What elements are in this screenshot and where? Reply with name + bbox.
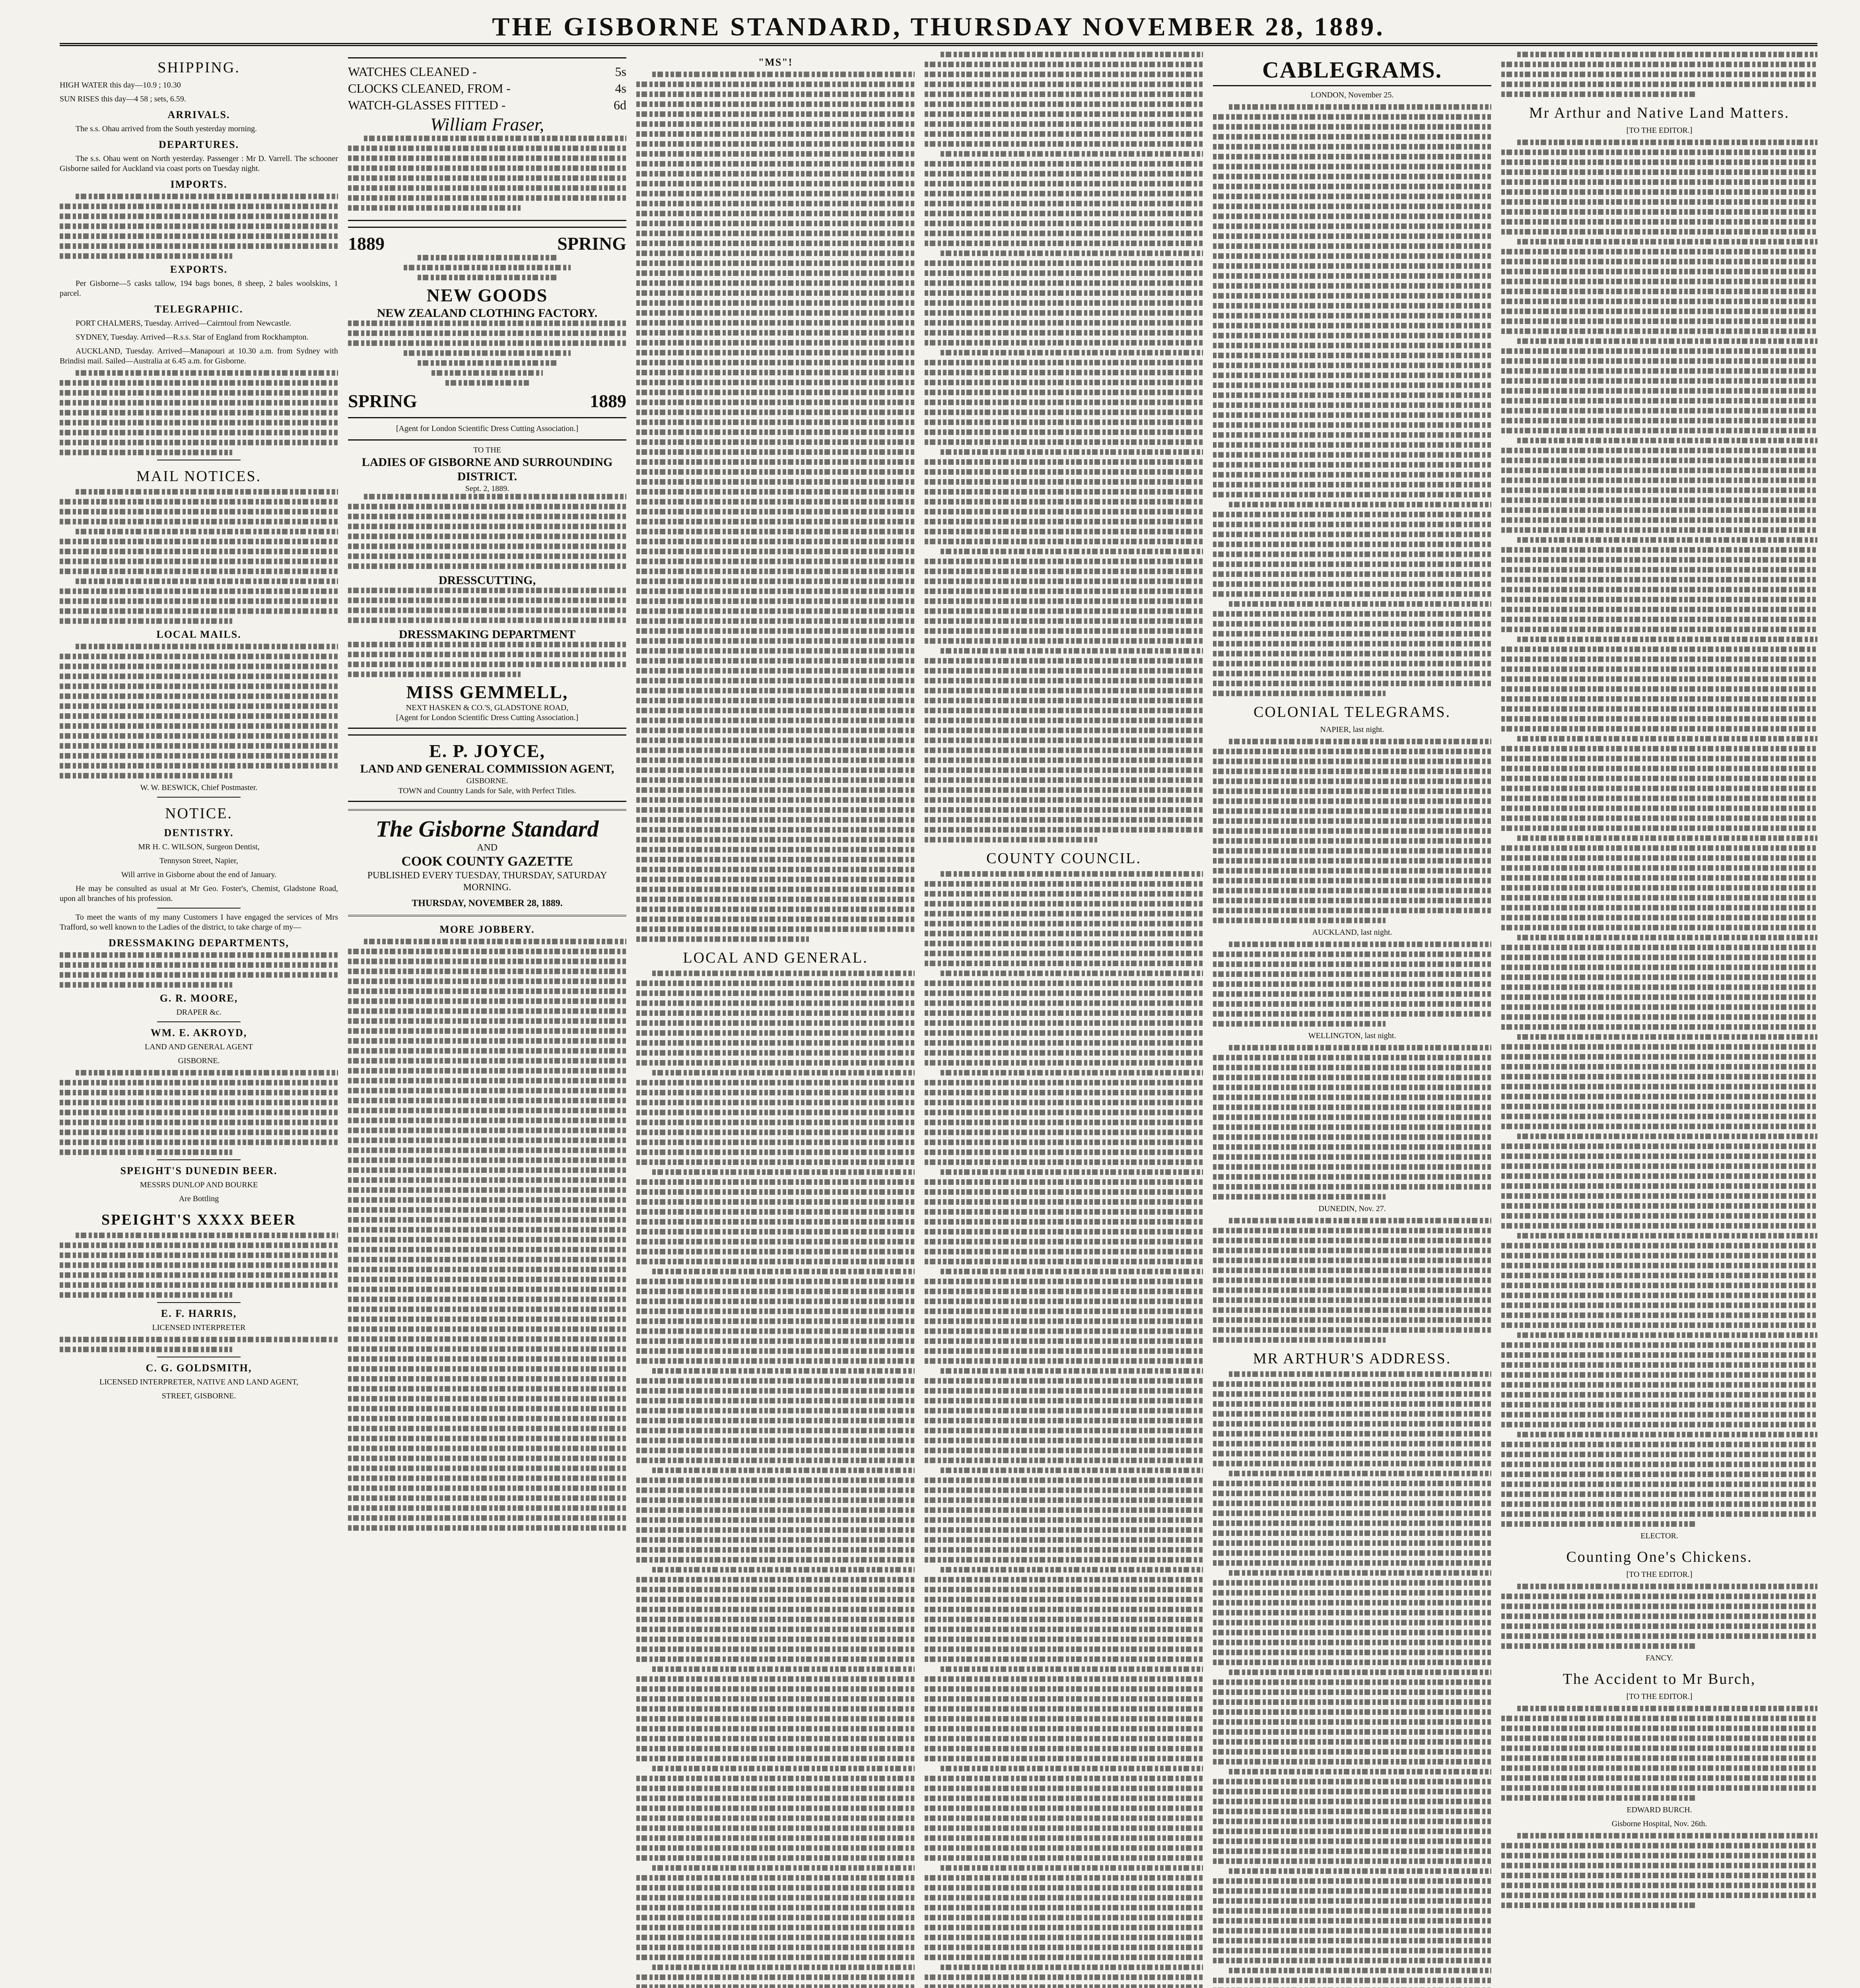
letter-arthur-body xyxy=(1501,140,1817,1527)
akroyd-role: LAND AND GENERAL AGENT xyxy=(144,1043,253,1051)
county-council-title: COUNTY COUNCIL. xyxy=(986,850,1141,867)
joyce-ad xyxy=(348,734,626,802)
moore-name: G. R. MOORE, xyxy=(159,992,238,1004)
colonial-napier-body xyxy=(1213,739,1491,923)
speight-brand: SPEIGHT'S XXXX BEER xyxy=(101,1211,296,1228)
letter-arthur-to-editor: [TO THE EDITOR.] xyxy=(1626,126,1693,135)
editorial-title: MORE JOBBERY. xyxy=(439,924,535,935)
mail-heading: MAIL NOTICES. xyxy=(136,468,262,485)
joyce-name: E. P. JOYCE, xyxy=(429,741,545,761)
column-6-top xyxy=(1501,52,1817,97)
fraser-ad xyxy=(348,57,626,221)
address-body xyxy=(1213,1371,1491,1988)
colonial-wellington: WELLINGTON, last night. xyxy=(1308,1031,1396,1040)
flag-and: AND xyxy=(477,843,498,853)
letter-arthur-title: Mr Arthur and Native Land Matters. xyxy=(1529,105,1790,121)
akroyd-name: WM. E. AKROYD, xyxy=(150,1027,247,1039)
spring-season-left: SPRING xyxy=(348,391,417,411)
moore-text xyxy=(60,952,338,988)
county-council-body xyxy=(925,871,1203,1988)
moore-dept: DRESSMAKING DEPARTMENTS, xyxy=(109,937,289,949)
joyce-role: LAND AND GENERAL COMMISSION AGENT, xyxy=(360,762,614,775)
mail-text xyxy=(60,489,338,624)
gemmell-to: TO THE xyxy=(473,446,501,454)
dentistry-heading: DENTISTRY. xyxy=(164,827,234,839)
columns xyxy=(60,52,1817,1988)
new-goods: NEW GOODS xyxy=(426,285,548,305)
goldsmith-name: C. G. GOLDSMITH, xyxy=(146,1362,252,1374)
gemmell-dept: DRESSMAKING DEPARTMENT xyxy=(398,628,576,641)
dentist-name: MR H. C. WILSON, Surgeon Dentist, xyxy=(138,843,260,851)
akroyd-text xyxy=(60,1070,338,1155)
imports-heading: IMPORTS. xyxy=(170,179,227,190)
clocks-price: 4s xyxy=(615,81,626,95)
colonial-auckland-body xyxy=(1213,942,1491,1027)
colonial-dunedin: DUNEDIN, Nov. 27. xyxy=(1318,1204,1386,1213)
column-5 xyxy=(1213,52,1491,1988)
clothing-factory: NEW ZEALAND CLOTHING FACTORY. xyxy=(377,307,598,320)
watches-price: 5s xyxy=(615,64,626,79)
masthead-title: THE GISBORNE STANDARD, THURSDAY NOVEMBER 28, 1889. xyxy=(492,12,1385,41)
colonial-auckland: AUCKLAND, last night. xyxy=(1312,928,1392,937)
glasses-price: 6d xyxy=(614,98,626,112)
notice-heading: NOTICE. xyxy=(165,805,233,822)
watches-cleaned: WATCHES CLEANED - xyxy=(348,64,477,79)
spring-year-right: 1889 xyxy=(590,391,626,411)
letter-burch-body xyxy=(1501,1706,1817,1801)
goldsmith-role: LICENSED INTERPRETER, NATIVE AND LAND AGENT, xyxy=(99,1378,299,1386)
local-mails-heading: LOCAL MAILS. xyxy=(156,629,241,640)
speight-agents: MESSRS DUNLOP AND BOURKE xyxy=(140,1180,258,1189)
arrivals-heading: ARRIVALS. xyxy=(167,109,230,120)
local-general-title: LOCAL AND GENERAL. xyxy=(683,949,868,966)
speight-bottling: Are Bottling xyxy=(179,1194,219,1203)
shipping-heading: SHIPPING. xyxy=(157,59,240,76)
dentist-street: Tennyson Street, Napier, xyxy=(159,856,238,865)
gemmell-agency: [Agent for London Scientific Dress Cutting Association.] xyxy=(396,713,579,722)
column-6 xyxy=(1501,52,1817,1988)
spring-ad xyxy=(348,227,626,418)
harris-role: LICENSED INTERPRETER xyxy=(152,1323,246,1332)
mail-signature: W. W. BESWICK, Chief Postmaster. xyxy=(140,783,258,792)
local-mails-text xyxy=(60,644,338,779)
flag-title: The Gisborne Standard xyxy=(375,816,599,842)
letter-burch-title: The Accident to Mr Burch, xyxy=(1563,1671,1756,1687)
cablegrams-body xyxy=(1213,104,1491,696)
gemmell-name: MISS GEMMELL, xyxy=(406,682,568,702)
dentist-consult: He may be consulted as usual at Mr Geo. Foster's, Chemist, Gladstone Road, upon all branches of his profession. xyxy=(60,884,338,903)
local-general-body xyxy=(636,971,915,1988)
ms-title: "MS"! xyxy=(758,56,793,68)
masthead xyxy=(60,11,1817,46)
address-title: MR ARTHUR'S ADDRESS. xyxy=(1253,1350,1452,1367)
joyce-town: GISBORNE. xyxy=(466,777,508,785)
clocks-cleaned: CLOCKS CLEANED, FROM - xyxy=(348,81,511,95)
spring-season-right: SPRING xyxy=(557,233,626,254)
watch-glasses: WATCH-GLASSES FITTED - xyxy=(348,98,506,112)
tide-line-1: HIGH WATER this day—10.9 ; 10.30 xyxy=(60,81,181,89)
tide-line-2: SUN RISES this day—4 58 ; sets, 6.59. xyxy=(60,95,186,103)
departures-heading: DEPARTURES. xyxy=(159,139,239,150)
exports-heading: EXPORTS. xyxy=(170,264,228,275)
speight-text xyxy=(60,1233,338,1298)
joyce-sale: TOWN and Country Lands for Sale, with Perfect Titles. xyxy=(398,786,576,795)
speight-title: SPEIGHT'S DUNEDIN BEER. xyxy=(120,1165,278,1176)
letter-chickens-body xyxy=(1501,1584,1817,1649)
letter-chickens-signoff: FANCY. xyxy=(1646,1654,1673,1662)
letter-burch-to-editor: [TO THE EDITOR.] xyxy=(1626,1692,1693,1701)
gemmell-date: Sept. 2, 1889. xyxy=(465,484,509,493)
spring-agency: [Agent for London Scientific Dress Cutting Association.] xyxy=(396,424,579,433)
letter-chickens-title: Counting One's Chickens. xyxy=(1566,1549,1753,1565)
harris-text xyxy=(60,1337,338,1352)
akroyd-town: GISBORNE. xyxy=(178,1056,220,1065)
colonial-napier: NAPIER, last night. xyxy=(1320,725,1384,734)
spring-year-left: 1889 xyxy=(348,233,385,254)
arrivals-text: The s.s. Ohau arrived from the South yesterday morning. xyxy=(76,124,257,133)
moore-role: DRAPER &c. xyxy=(176,1008,222,1017)
column-6-bottom xyxy=(1501,1833,1817,1908)
colonial-wellington-body xyxy=(1213,1045,1491,1200)
flag-block xyxy=(348,809,626,916)
letter-burch-hospital: Gisborne Hospital, Nov. 26th. xyxy=(1611,1819,1707,1828)
shipping-notes xyxy=(60,370,338,455)
departures-text: The s.s. Ohau went on North yesterday. Passenger : Mr D. Varrell. The schooner Gisborne sailed for Auckland via coast ports on Tuesday night. xyxy=(60,154,338,173)
exports-text: Per Gisborne—5 casks tallow, 194 bags bones, 8 sheep, 2 bales woolskins, 1 parcel. xyxy=(60,279,338,298)
colonial-title: COLONIAL TELEGRAMS. xyxy=(1253,704,1451,720)
harris-name: E. F. HARRIS, xyxy=(161,1308,237,1319)
dentist-arrival: Will arrive in Gisborne about the end of January. xyxy=(121,870,277,879)
flag-date: THURSDAY, NOVEMBER 28, 1889. xyxy=(412,898,563,909)
column-2 xyxy=(348,52,626,1988)
editorial-body xyxy=(348,939,626,1531)
cablegrams-dateline: LONDON, November 25. xyxy=(1310,91,1394,99)
column-4 xyxy=(925,52,1203,1988)
telegraphic-1: PORT CHALMERS, Tuesday. Arrived—Cairntoul from Newcastle. xyxy=(76,319,292,328)
telegraphic-2: SYDNEY, Tuesday. Arrived—R.s.s. Star of England from Rockhampton. xyxy=(76,333,309,342)
gemmell-addr: NEXT HASKEN & CO.'S, GLADSTONE ROAD, xyxy=(406,703,569,712)
gemmell-dresscutting: DRESSCUTTING, xyxy=(438,574,536,587)
cablegrams-title: CABLEGRAMS. xyxy=(1213,57,1491,86)
moore-intro: To meet the wants of my many Customers I have engaged the services of Mrs Trafford, so well known to the Ladies of the district, to take charge of my— xyxy=(60,913,338,932)
ms-body xyxy=(636,72,915,942)
goldsmith-addr: STREET, GISBORNE. xyxy=(161,1392,236,1400)
imports-text xyxy=(60,194,338,259)
gemmell-ladies: LADIES OF GISBORNE AND SURROUNDING DISTRICT. xyxy=(362,456,613,483)
letter-chickens-to-editor: [TO THE EDITOR.] xyxy=(1626,1570,1693,1579)
flag-gazette: COOK COUNTY GAZETTE xyxy=(401,854,573,869)
column-3 xyxy=(636,52,915,1988)
flag-published: PUBLISHED EVERY TUESDAY, THURSDAY, SATURDAY MORNING. xyxy=(367,870,607,893)
column-4-body xyxy=(925,52,1203,843)
colonial-dunedin-body xyxy=(1213,1218,1491,1343)
fraser-name: William Fraser, xyxy=(430,114,544,134)
letter-burch-signoff: EDWARD BURCH. xyxy=(1627,1806,1692,1814)
telegraphic-heading: TELEGRAPHIC. xyxy=(154,303,243,315)
telegraphic-3: AUCKLAND, Tuesday. Arrived—Manapouri at 10.30 a.m. from Sydney with Brindisi mail. Sailed—Australia at 6.45 a.m. for Gisborne. xyxy=(60,347,338,365)
gemmell-ad xyxy=(348,439,626,729)
column-1 xyxy=(60,52,338,1988)
letter-arthur-signoff: ELECTOR. xyxy=(1640,1532,1678,1540)
